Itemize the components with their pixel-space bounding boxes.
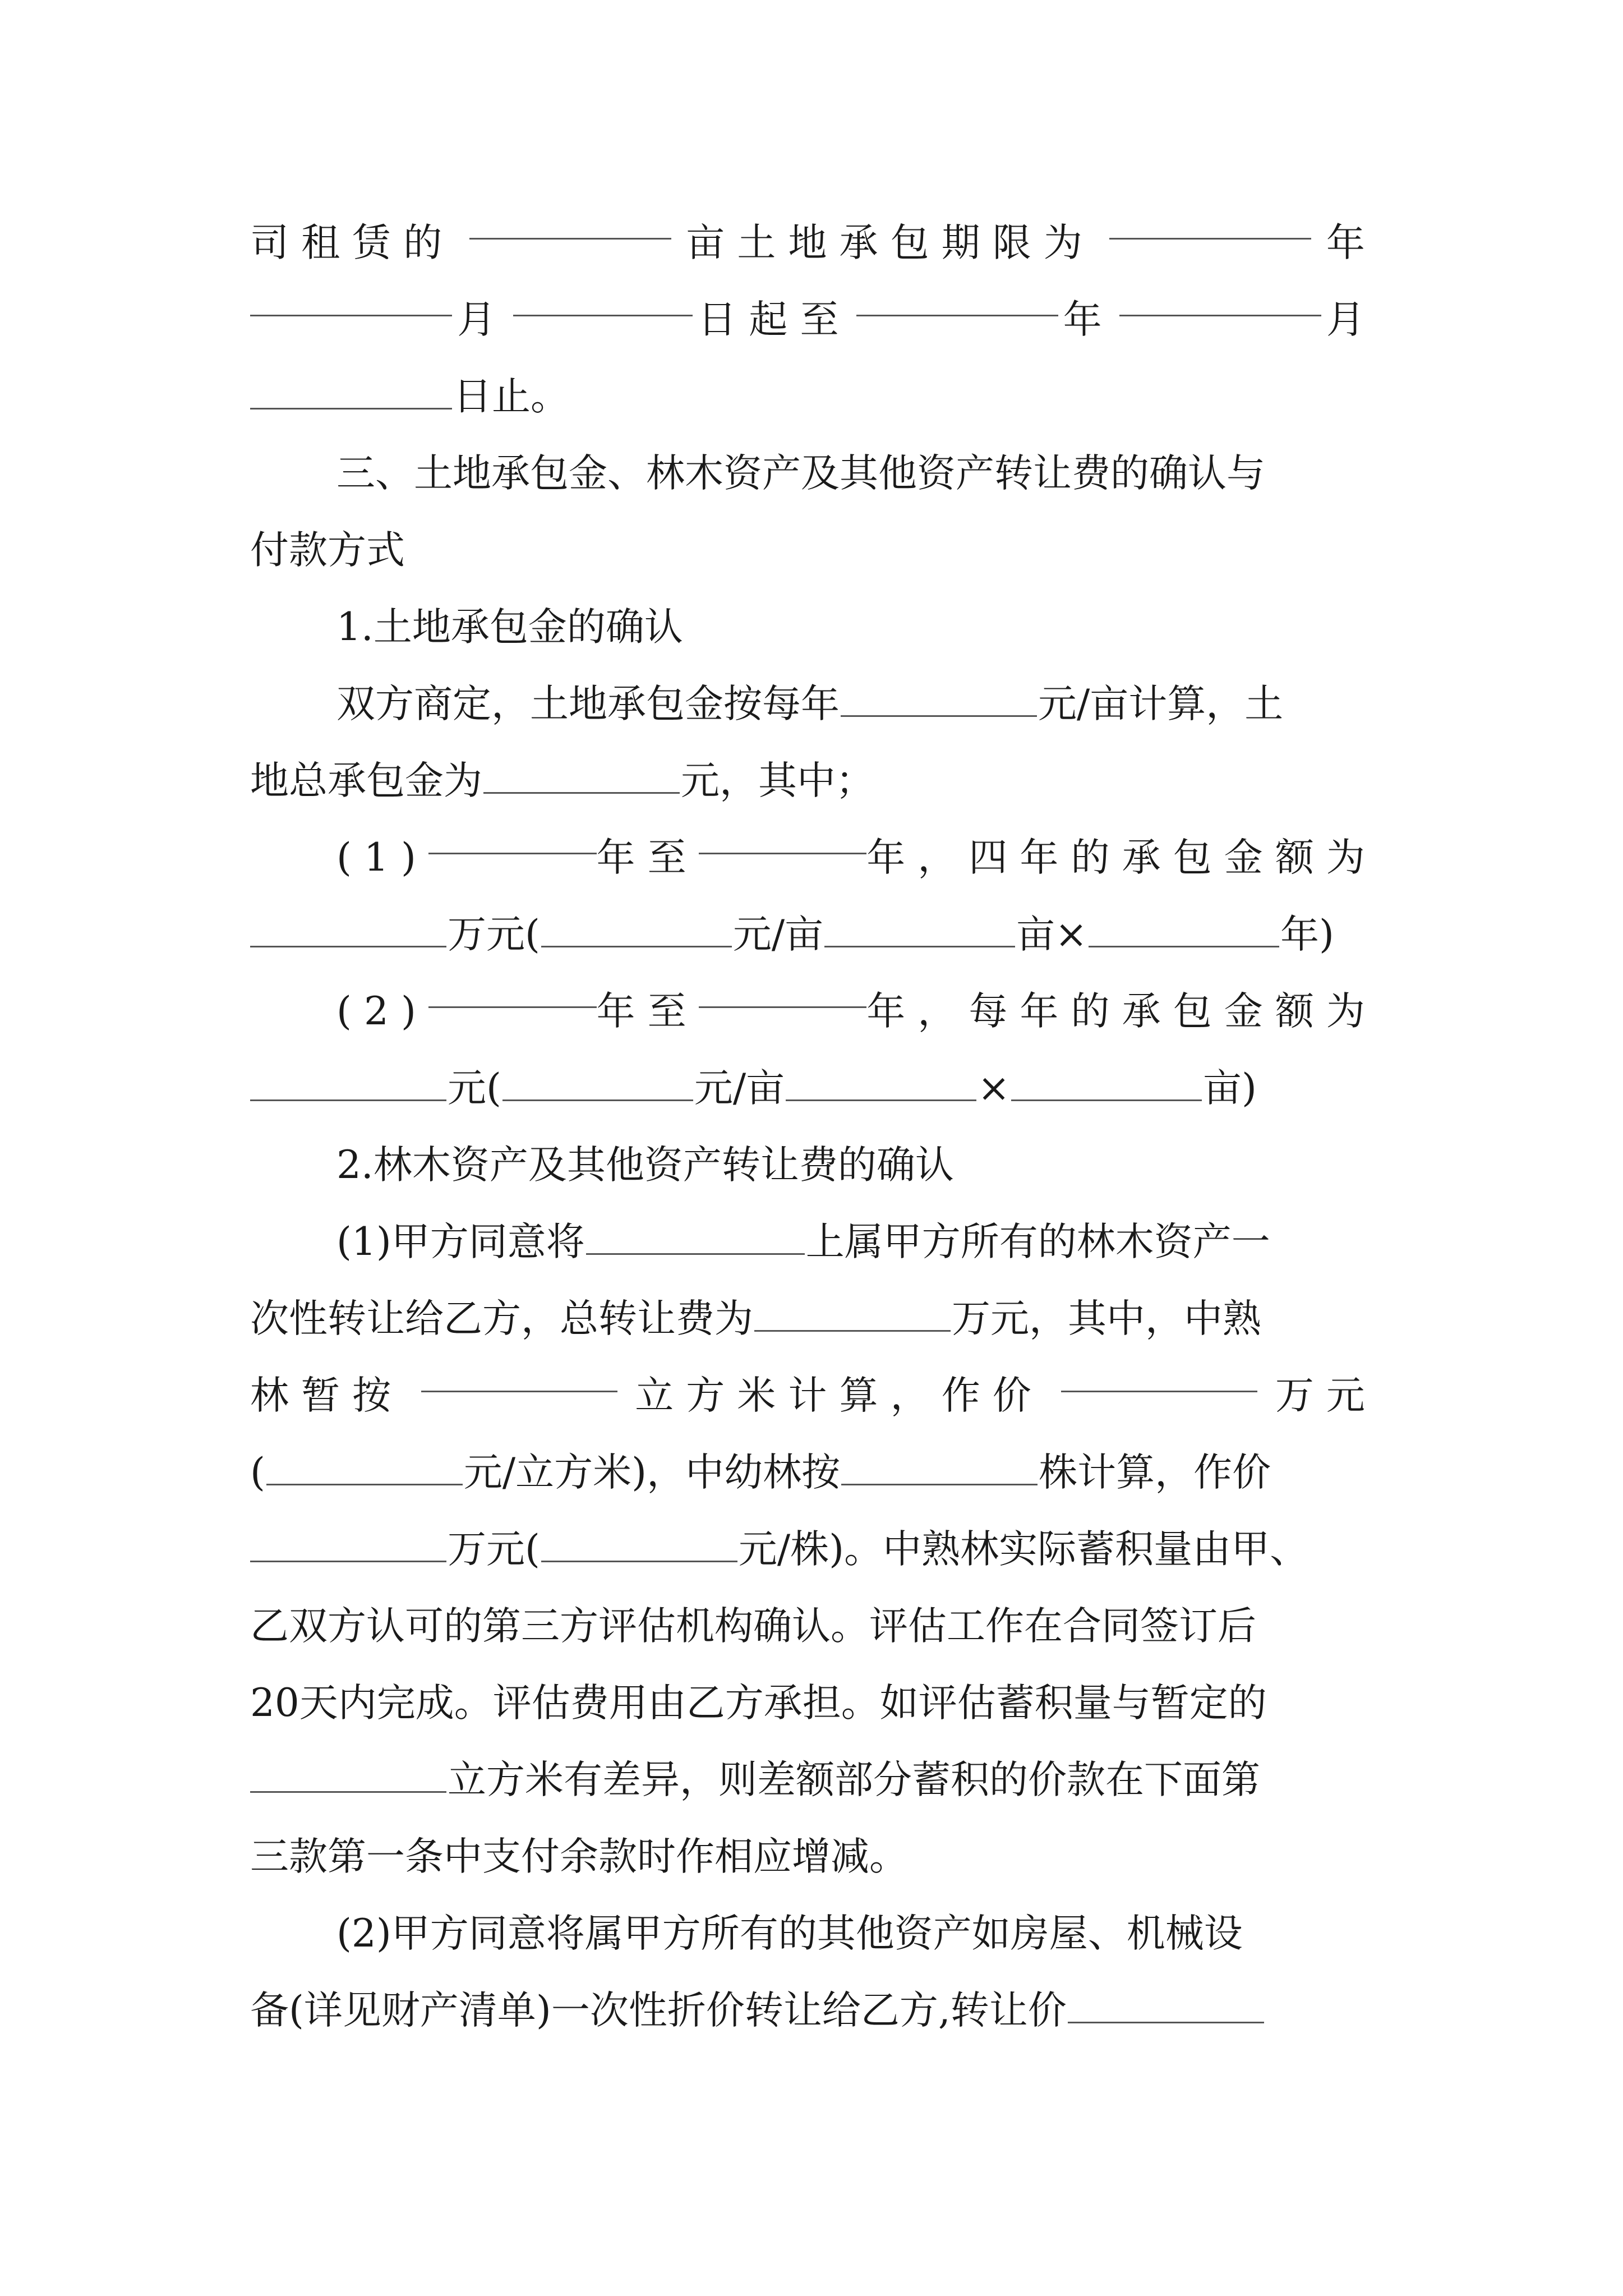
fill-in-blank[interactable] bbox=[699, 819, 867, 854]
line-text: 年至 bbox=[596, 835, 699, 880]
line-text: 立方米有差异，则差额部分蓄积的价款在下面第 bbox=[448, 1757, 1260, 1802]
fill-in-blank[interactable] bbox=[856, 281, 1058, 316]
fill-in-blank[interactable] bbox=[841, 1450, 1038, 1485]
line-text: 元( bbox=[448, 1066, 501, 1111]
fill-in-blank[interactable] bbox=[841, 682, 1037, 717]
text-line bbox=[250, 1511, 1377, 1588]
text-line bbox=[336, 819, 1377, 896]
line-text: 乙双方认可的第三方评估机构确认。评估工作在合同签订后 bbox=[250, 1604, 1256, 1649]
line-text: (1) bbox=[336, 835, 428, 880]
fill-in-blank[interactable] bbox=[266, 1450, 463, 1485]
line-text: 元/立方米)，中幼林按 bbox=[463, 1450, 841, 1495]
line-text: 三款第一条中支付余款时作相应增减。 bbox=[250, 1834, 908, 1879]
fill-in-blank[interactable] bbox=[1061, 1357, 1257, 1392]
line-text: 日起至 bbox=[698, 297, 851, 342]
line-text: 亩) bbox=[1203, 1066, 1257, 1111]
text-line bbox=[250, 896, 1377, 973]
fill-in-blank[interactable] bbox=[502, 1066, 693, 1101]
text-line bbox=[250, 1972, 1377, 2049]
fill-in-blank[interactable] bbox=[1109, 204, 1311, 240]
fill-in-blank[interactable] bbox=[469, 204, 671, 240]
text-line bbox=[336, 1895, 1377, 1972]
line-text: 立方米计算，作价 bbox=[635, 1373, 1044, 1418]
line-text: 亩土地承包期限为 bbox=[686, 220, 1095, 265]
line-text: 万元( bbox=[448, 912, 540, 957]
line-text: (2) bbox=[336, 989, 428, 1034]
text-line bbox=[336, 665, 1377, 743]
fill-in-blank[interactable] bbox=[1089, 912, 1279, 947]
text-line bbox=[250, 742, 1377, 820]
text-line bbox=[250, 1050, 1377, 1127]
text-line bbox=[336, 1126, 1377, 1204]
line-text: 元/亩 bbox=[694, 1066, 785, 1111]
line-text: 元/株)。中熟林实际蓄积量由甲、 bbox=[738, 1527, 1309, 1572]
fill-in-blank[interactable] bbox=[754, 1296, 951, 1332]
fill-in-blank[interactable] bbox=[483, 758, 680, 794]
fill-in-blank[interactable] bbox=[824, 912, 1015, 947]
line-text: 1.土地承包金的确认 bbox=[336, 605, 683, 650]
line-text: 上属甲方所有的林木资产一 bbox=[805, 1220, 1270, 1264]
fill-in-blank[interactable] bbox=[250, 1527, 446, 1562]
fill-in-blank[interactable] bbox=[250, 281, 452, 316]
line-text: 月 bbox=[1326, 297, 1377, 342]
fill-in-blank[interactable] bbox=[786, 1066, 976, 1101]
fill-in-blank[interactable] bbox=[428, 819, 597, 854]
line-text: 三、土地承包金、林木资产及其他资产转让费的确认与 bbox=[336, 451, 1265, 496]
text-line bbox=[250, 1357, 1377, 1434]
text-line bbox=[336, 588, 1377, 666]
line-text: 年 bbox=[1326, 220, 1377, 265]
fill-in-blank[interactable] bbox=[250, 1066, 446, 1101]
line-text: 地总承包金为 bbox=[250, 758, 482, 803]
line-text: 万元，其中，中熟 bbox=[952, 1296, 1261, 1341]
line-text: 司租赁的 bbox=[250, 220, 455, 265]
line-text: 元/亩 bbox=[732, 912, 824, 957]
fill-in-blank[interactable] bbox=[541, 912, 732, 947]
line-text: 年至 bbox=[596, 989, 699, 1034]
fill-in-blank[interactable] bbox=[1011, 1066, 1202, 1101]
text-line bbox=[250, 1818, 1377, 1895]
fill-in-blank[interactable] bbox=[1119, 281, 1321, 316]
line-text: 亩× bbox=[1016, 912, 1087, 957]
text-line bbox=[250, 1434, 1377, 1511]
line-text: 万元 bbox=[1275, 1373, 1377, 1418]
text-line bbox=[336, 1203, 1377, 1281]
text-line bbox=[250, 1280, 1377, 1358]
line-text: 年) bbox=[1280, 912, 1334, 957]
text-line bbox=[250, 204, 1377, 282]
line-text: 万元( bbox=[448, 1527, 540, 1572]
fill-in-blank[interactable] bbox=[586, 1220, 805, 1255]
fill-in-blank[interactable] bbox=[513, 281, 693, 316]
fill-in-blank[interactable] bbox=[428, 973, 597, 1008]
line-text: 元，其中； bbox=[681, 758, 874, 803]
text-line bbox=[336, 435, 1377, 512]
text-line bbox=[336, 973, 1377, 1050]
line-text: 元/亩计算，土 bbox=[1038, 682, 1284, 726]
line-text: 日止。 bbox=[453, 374, 569, 419]
line-text: (2)甲方同意将属甲方所有的其他资产如房屋、机械设 bbox=[336, 1911, 1243, 1956]
text-line bbox=[250, 512, 1377, 589]
fill-in-blank[interactable] bbox=[250, 912, 446, 947]
line-text: 双方商定，土地承包金按每年 bbox=[336, 682, 840, 726]
line-text: 株计算，作价 bbox=[1039, 1450, 1271, 1495]
line-text: 年，四年的承包金额为 bbox=[866, 835, 1377, 880]
text-line bbox=[250, 1741, 1377, 1819]
line-text: (1)甲方同意将 bbox=[336, 1220, 585, 1264]
text-line bbox=[250, 1588, 1377, 1665]
line-text: × bbox=[978, 1066, 1010, 1111]
line-text: 年，每年的承包金额为 bbox=[866, 989, 1377, 1034]
line-text: 次性转让给乙方，总转让费为 bbox=[250, 1296, 753, 1341]
text-line bbox=[250, 358, 1377, 435]
line-text: 20天内完成。评估费用由乙方承担。如评估蓄积量与暂定的 bbox=[250, 1681, 1267, 1726]
line-text: ( bbox=[250, 1450, 265, 1495]
text-line bbox=[250, 281, 1377, 358]
fill-in-blank[interactable] bbox=[541, 1527, 737, 1562]
fill-in-blank[interactable] bbox=[1068, 1988, 1264, 2023]
fill-in-blank[interactable] bbox=[421, 1357, 617, 1392]
fill-in-blank[interactable] bbox=[699, 973, 867, 1008]
line-text: 年 bbox=[1063, 297, 1114, 342]
line-text: 月 bbox=[457, 297, 509, 342]
line-text: 林暂按 bbox=[250, 1373, 404, 1418]
line-text: 2.林木资产及其他资产转让费的确认 bbox=[336, 1143, 954, 1188]
fill-in-blank[interactable] bbox=[250, 374, 452, 409]
line-text: 付款方式 bbox=[250, 528, 405, 573]
fill-in-blank[interactable] bbox=[250, 1757, 446, 1793]
text-line bbox=[250, 1664, 1377, 1742]
line-text: 备(详见财产清单)一次性折价转让给乙方,转让价 bbox=[250, 1988, 1067, 2033]
